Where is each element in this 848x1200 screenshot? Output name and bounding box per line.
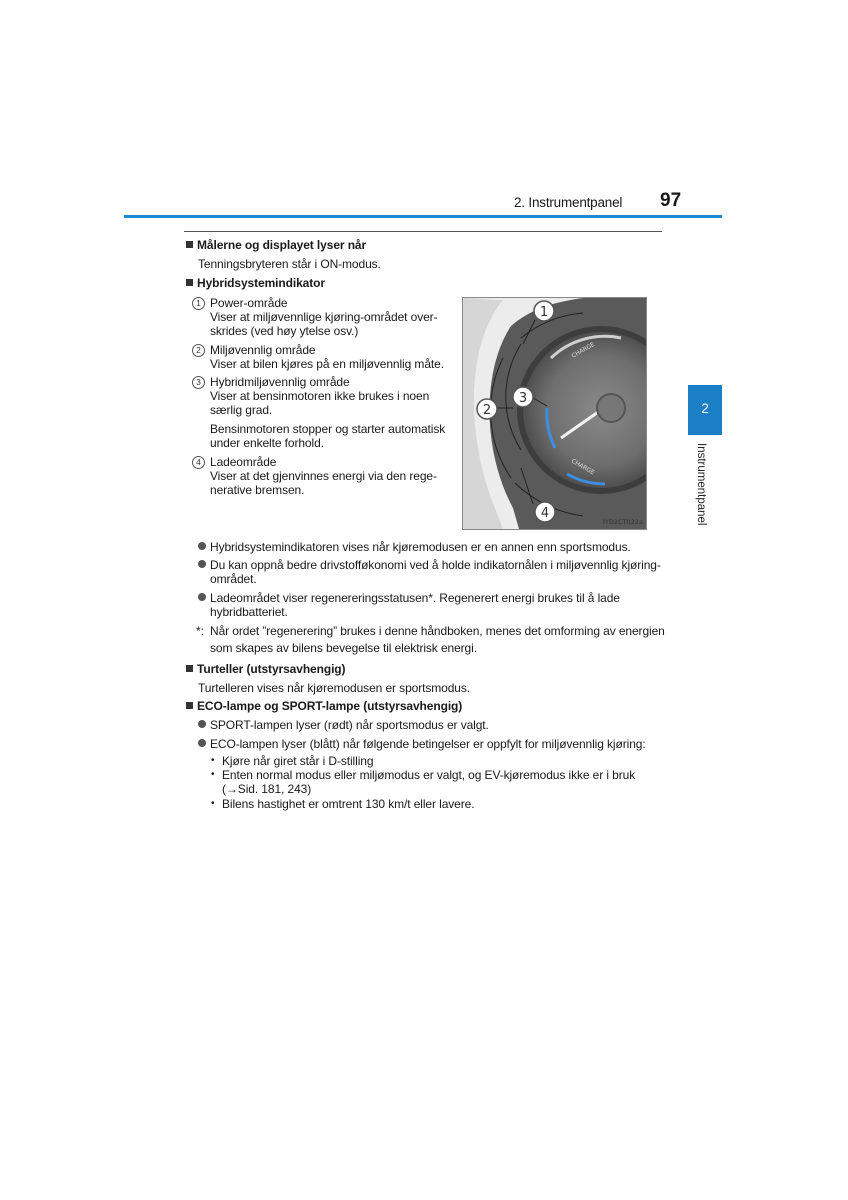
footnote-line: som skapes av bilens bevegelse til elektrisk energi. bbox=[210, 641, 477, 655]
sub-bullet-icon: • bbox=[211, 755, 215, 766]
item-line: særlig grad. bbox=[210, 403, 273, 417]
hybrid-indicator-figure bbox=[462, 297, 647, 530]
item-line: Viser at bensinmotoren ikke brukes i noen bbox=[210, 389, 430, 403]
square-bullet-icon bbox=[186, 241, 193, 248]
circled-number-2-icon: 2 bbox=[192, 344, 205, 357]
note-item: Ladeområdet viser regenereringsstatusen*. Regenerert energi brukes til å lade bbox=[198, 591, 620, 606]
item-line: Viser at miljøvennlige kjøring-området over- bbox=[210, 310, 438, 324]
item-title-charge: Ladeområde bbox=[210, 455, 277, 469]
circled-number-4-icon: 4 bbox=[192, 456, 205, 469]
circled-number-3-icon: 3 bbox=[192, 376, 205, 389]
gauge-illustration bbox=[463, 298, 646, 529]
footnote-mark: *: bbox=[196, 624, 204, 638]
item-line: skrides (ved høy ytelse osv.) bbox=[210, 324, 359, 338]
item-line: Viser at bilen kjøres på en miljøvennlig måte. bbox=[210, 357, 444, 371]
item-line: Viser at det gjenvinnes energi via den rege- bbox=[210, 469, 437, 483]
header-rule bbox=[124, 215, 722, 218]
round-bullet-icon bbox=[198, 739, 206, 747]
sub-bullet-line: Enten normal modus eller miljømodus er valgt, og EV-kjøremodus ikke er i bruk bbox=[222, 768, 636, 782]
footnote-line: Når ordet ”regenerering” brukes i denne håndboken, menes det omforming av energien bbox=[210, 624, 665, 638]
page-reference-link[interactable]: (→Sid. 181, 243) bbox=[222, 782, 312, 796]
callout-1: 1 bbox=[539, 305, 549, 320]
sub-bullet-line: Bilens hastighet er omtrent 130 km/t eller lavere. bbox=[222, 797, 475, 811]
sub-bullet-line: Kjøre når giret står i D-stilling bbox=[222, 754, 374, 768]
round-bullet-icon bbox=[198, 542, 206, 550]
gauge-charge-label-bottom: CHARGE bbox=[570, 457, 596, 477]
note-item: Du kan oppnå bedre drivstofføkonomi ved å holde indikatornålen i miljøvennlig kjøring- bbox=[198, 558, 661, 573]
section-body-gauges: Tenningsbryteren står i ON-modus. bbox=[198, 257, 381, 271]
round-bullet-icon bbox=[198, 720, 206, 728]
figure-code: IYD2CT022a bbox=[603, 518, 643, 526]
note-line: hybridbatteriet. bbox=[210, 605, 288, 619]
item-title-hybrid-eco: Hybridmiljøvennlig område bbox=[210, 375, 350, 389]
note-item: Hybridsystemindikatoren vises når kjøremodusen er en annen enn sportsmodus. bbox=[198, 540, 631, 555]
item-line: Bensinmotoren stopper og starter automatisk bbox=[210, 422, 446, 436]
square-bullet-icon bbox=[186, 665, 193, 672]
section-heading-tachometer: Turteller (utstyrsavhengig) bbox=[186, 662, 345, 677]
chapter-tab-label: Instrumentpanel bbox=[695, 443, 707, 526]
item-line: under enkelte forhold. bbox=[210, 436, 324, 450]
square-bullet-icon bbox=[186, 279, 193, 286]
callout-3: 3 bbox=[518, 391, 528, 406]
note-line: området. bbox=[210, 572, 257, 586]
bullet-eco: ECO-lampen lyser (blått) når følgende betingelser er oppfylt for miljøvennlig kjøring: bbox=[198, 737, 646, 752]
callout-2: 2 bbox=[482, 403, 492, 418]
callout-4: 4 bbox=[540, 506, 550, 521]
circled-number-1-icon: 1 bbox=[192, 297, 205, 310]
chapter-title: 2. Instrumentpanel bbox=[514, 195, 623, 210]
section-heading-eco-sport: ECO-lampe og SPORT-lampe (utstyrsavhengig) bbox=[186, 699, 462, 714]
section-body-tachometer: Turtelleren vises når kjøremodusen er sportsmodus. bbox=[198, 681, 470, 695]
round-bullet-icon bbox=[198, 593, 206, 601]
page-number: 97 bbox=[660, 190, 682, 211]
chapter-tab[interactable]: 2 bbox=[688, 385, 722, 435]
section-heading-gauges: Målerne og displayet lyser når bbox=[186, 238, 366, 253]
bullet-sport: SPORT-lampen lyser (rødt) når sportsmodus er valgt. bbox=[198, 718, 489, 733]
gauge-charge-label-top: CHARGE bbox=[570, 340, 597, 360]
item-title-eco: Miljøvennlig område bbox=[210, 343, 316, 357]
chapter-tab-label-box bbox=[688, 443, 722, 543]
sub-bullet-icon: • bbox=[211, 769, 215, 780]
section-rule bbox=[184, 231, 662, 232]
section-heading-hybrid-indicator: Hybridsystemindikator bbox=[186, 276, 325, 291]
item-title-power: Power-område bbox=[210, 296, 288, 310]
sub-bullet-icon: • bbox=[211, 798, 215, 809]
round-bullet-icon bbox=[198, 560, 206, 568]
square-bullet-icon bbox=[186, 702, 193, 709]
item-line: nerative bremsen. bbox=[210, 483, 305, 497]
